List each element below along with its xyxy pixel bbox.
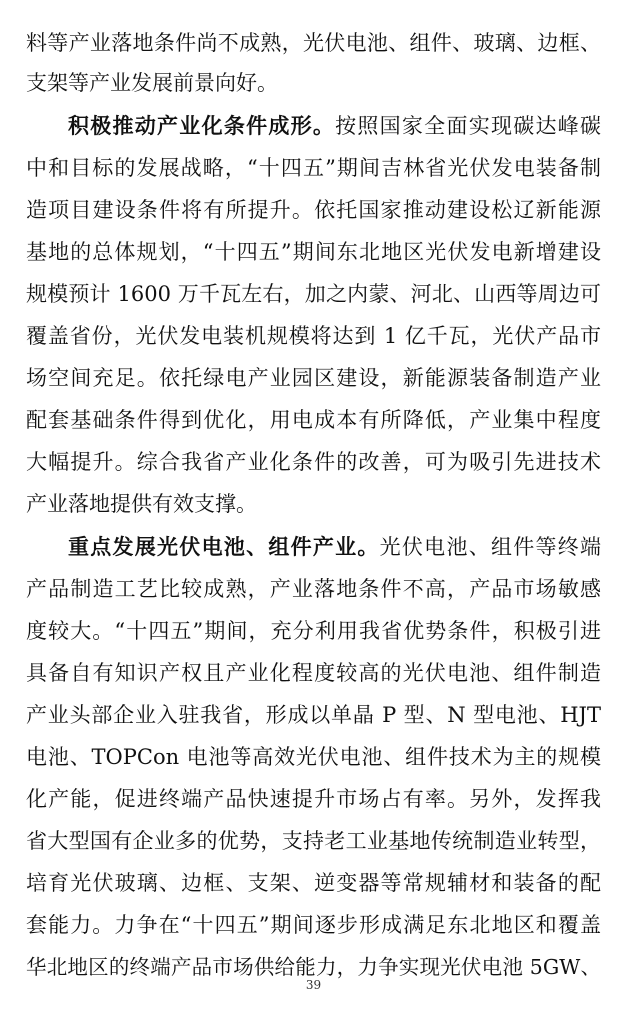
text-line: 套能力。力争在“十四五”期间逐步形成满足东北地区和覆盖 <box>26 913 601 937</box>
text-line: 产业落地提供有效支撑。 <box>26 492 257 516</box>
text-line: 覆盖省份，光伏发电装机规模将达到 1 亿千瓦，光伏产品市 <box>26 324 601 348</box>
paragraph-text: 按照国家全面实现碳达峰碳 <box>335 114 602 138</box>
text-line: 省大型国有企业多的优势，支持老工业基地传统制造业转型， <box>26 829 601 853</box>
text-line: 产业头部企业入驻我省，形成以单晶 P 型、N 型电池、HJT <box>26 703 601 727</box>
paragraph-first-line <box>68 106 601 146</box>
text-line: 配套基础条件得到优化，用电成本有所降低，产业集中程度 <box>26 408 601 432</box>
text-line: 料等产业落地条件尚不成熟，光伏电池、组件、玻璃、边框、 <box>26 31 601 55</box>
text-line: 场空间充足。依托绿电产业园区建设，新能源装备制造产业 <box>26 366 601 390</box>
text-line: 支架等产业发展前景向好。 <box>26 71 278 95</box>
paragraph-text: 光伏电池、组件等终端 <box>379 535 602 559</box>
text-line: 大幅提升。综合我省产业化条件的改善，可为吸引先进技术 <box>26 450 601 474</box>
text-line: 规模预计 1600 万千瓦左右，加之内蒙、河北、山西等周边可 <box>26 282 601 306</box>
text-line: 具备自有知识产权且产业化程度较高的光伏电池、组件制造 <box>26 661 601 685</box>
paragraph-heading: 重点发展光伏电池、组件产业。 <box>68 534 380 559</box>
text-line: 产品制造工艺比较成熟，产业落地条件不高，产品市场敏感 <box>26 577 601 601</box>
page-number: 39 <box>305 978 322 992</box>
text-line: 化产能，促进终端产品快速提升市场占有率。另外，发挥我 <box>26 787 601 811</box>
text-line: 培育光伏玻璃、边框、支架、逆变器等常规辅材和装备的配 <box>26 871 601 895</box>
paragraph-first-line <box>68 527 601 567</box>
text-line: 造项目建设条件将有所提升。依托国家推动建设松辽新能源 <box>26 198 601 222</box>
text-line: 基地的总体规划，“十四五”期间东北地区光伏发电新增建设 <box>26 240 601 264</box>
text-line: 华北地区的终端产品市场供给能力，力争实现光伏电池 5GW、 <box>26 955 601 979</box>
text-line: 度较大。“十四五”期间，充分利用我省优势条件，积极引进 <box>26 619 601 643</box>
paragraph-heading: 积极推动产业化条件成形。 <box>68 113 336 138</box>
text-line: 电池、TOPCon 电池等高效光伏电池、组件技术为主的规模 <box>26 745 601 769</box>
text-line: 中和目标的发展战略，“十四五”期间吉林省光伏发电装备制 <box>26 156 601 180</box>
